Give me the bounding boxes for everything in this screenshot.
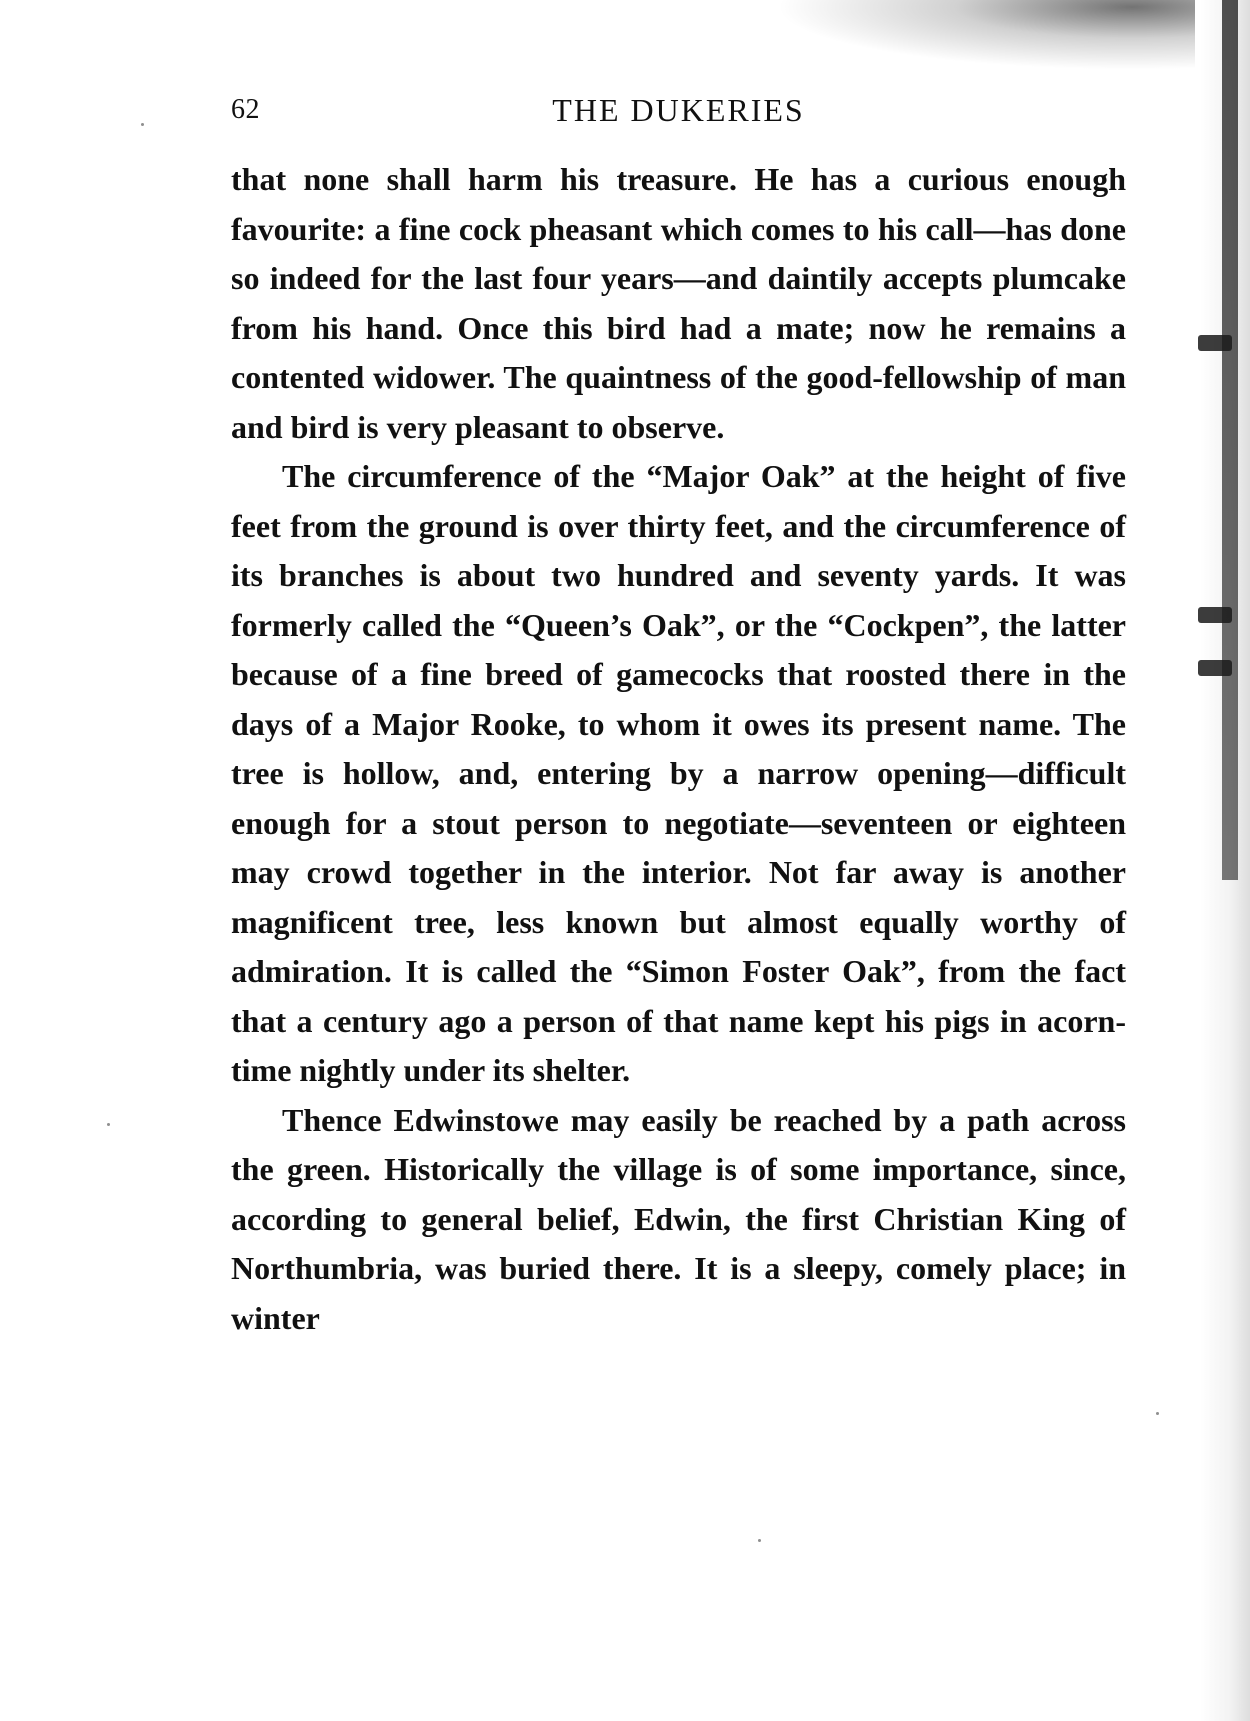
page-header <box>231 88 1126 132</box>
scan-speck <box>141 123 144 126</box>
scan-speck <box>758 1539 761 1542</box>
body-text <box>231 155 1126 1343</box>
binding-edge-mark <box>1222 0 1238 880</box>
scan-speck <box>1156 1412 1159 1415</box>
binding-blot <box>1198 335 1232 351</box>
paragraph-major-oak: The circumference of the “Major Oak” at the height of five feet from the ground is over thirty feet, and the circumference of its branches is about two hundred and seventy yards. It was formerly called the “Queen’s Oak”, or the “Cockpen”, the latter because of a fine breed of gamecocks that roosted there in the days of a Major Rooke, to whom it owes its present name. The tree is hollow, and, entering by a narrow opening—difficult enough for a stout person to negotiate—seventeen or eighteen may crowd together in the interior. Not far away is another magnificent tree, less known but almost equally worthy of admiration. It is called the “Simon Foster Oak”, from the fact that a century ago a person of that name kept his pigs in acorn-time nightly under its shelter. <box>231 458 1126 1088</box>
scan-corner-shadow <box>775 0 1195 70</box>
scan-speck <box>107 1123 110 1126</box>
paragraph-continued: that none shall harm his treasure. He has a curious enough favourite: a fine cock pheasant which comes to his call—has done so indeed for the last four years—and daintily accepts plumcake from his hand. Once this bird had a mate; now he remains a contented widower. The quaintness of the good-fellowship of man and bird is very pleasant to observe. <box>231 161 1126 445</box>
page-number: 62 <box>231 94 260 125</box>
binding-blot <box>1198 660 1232 676</box>
running-head: THE DUKERIES <box>552 92 805 128</box>
binding-blot <box>1198 607 1232 623</box>
paragraph-edwinstowe: Thence Edwinstowe may easily be reached by a path across the green. Historically the village is of some importance, since, according to general belief, Edwin, the first Christian King of Northumbria, was buried there. It is a sleepy, comely place; in winter <box>231 1101 1126 1336</box>
